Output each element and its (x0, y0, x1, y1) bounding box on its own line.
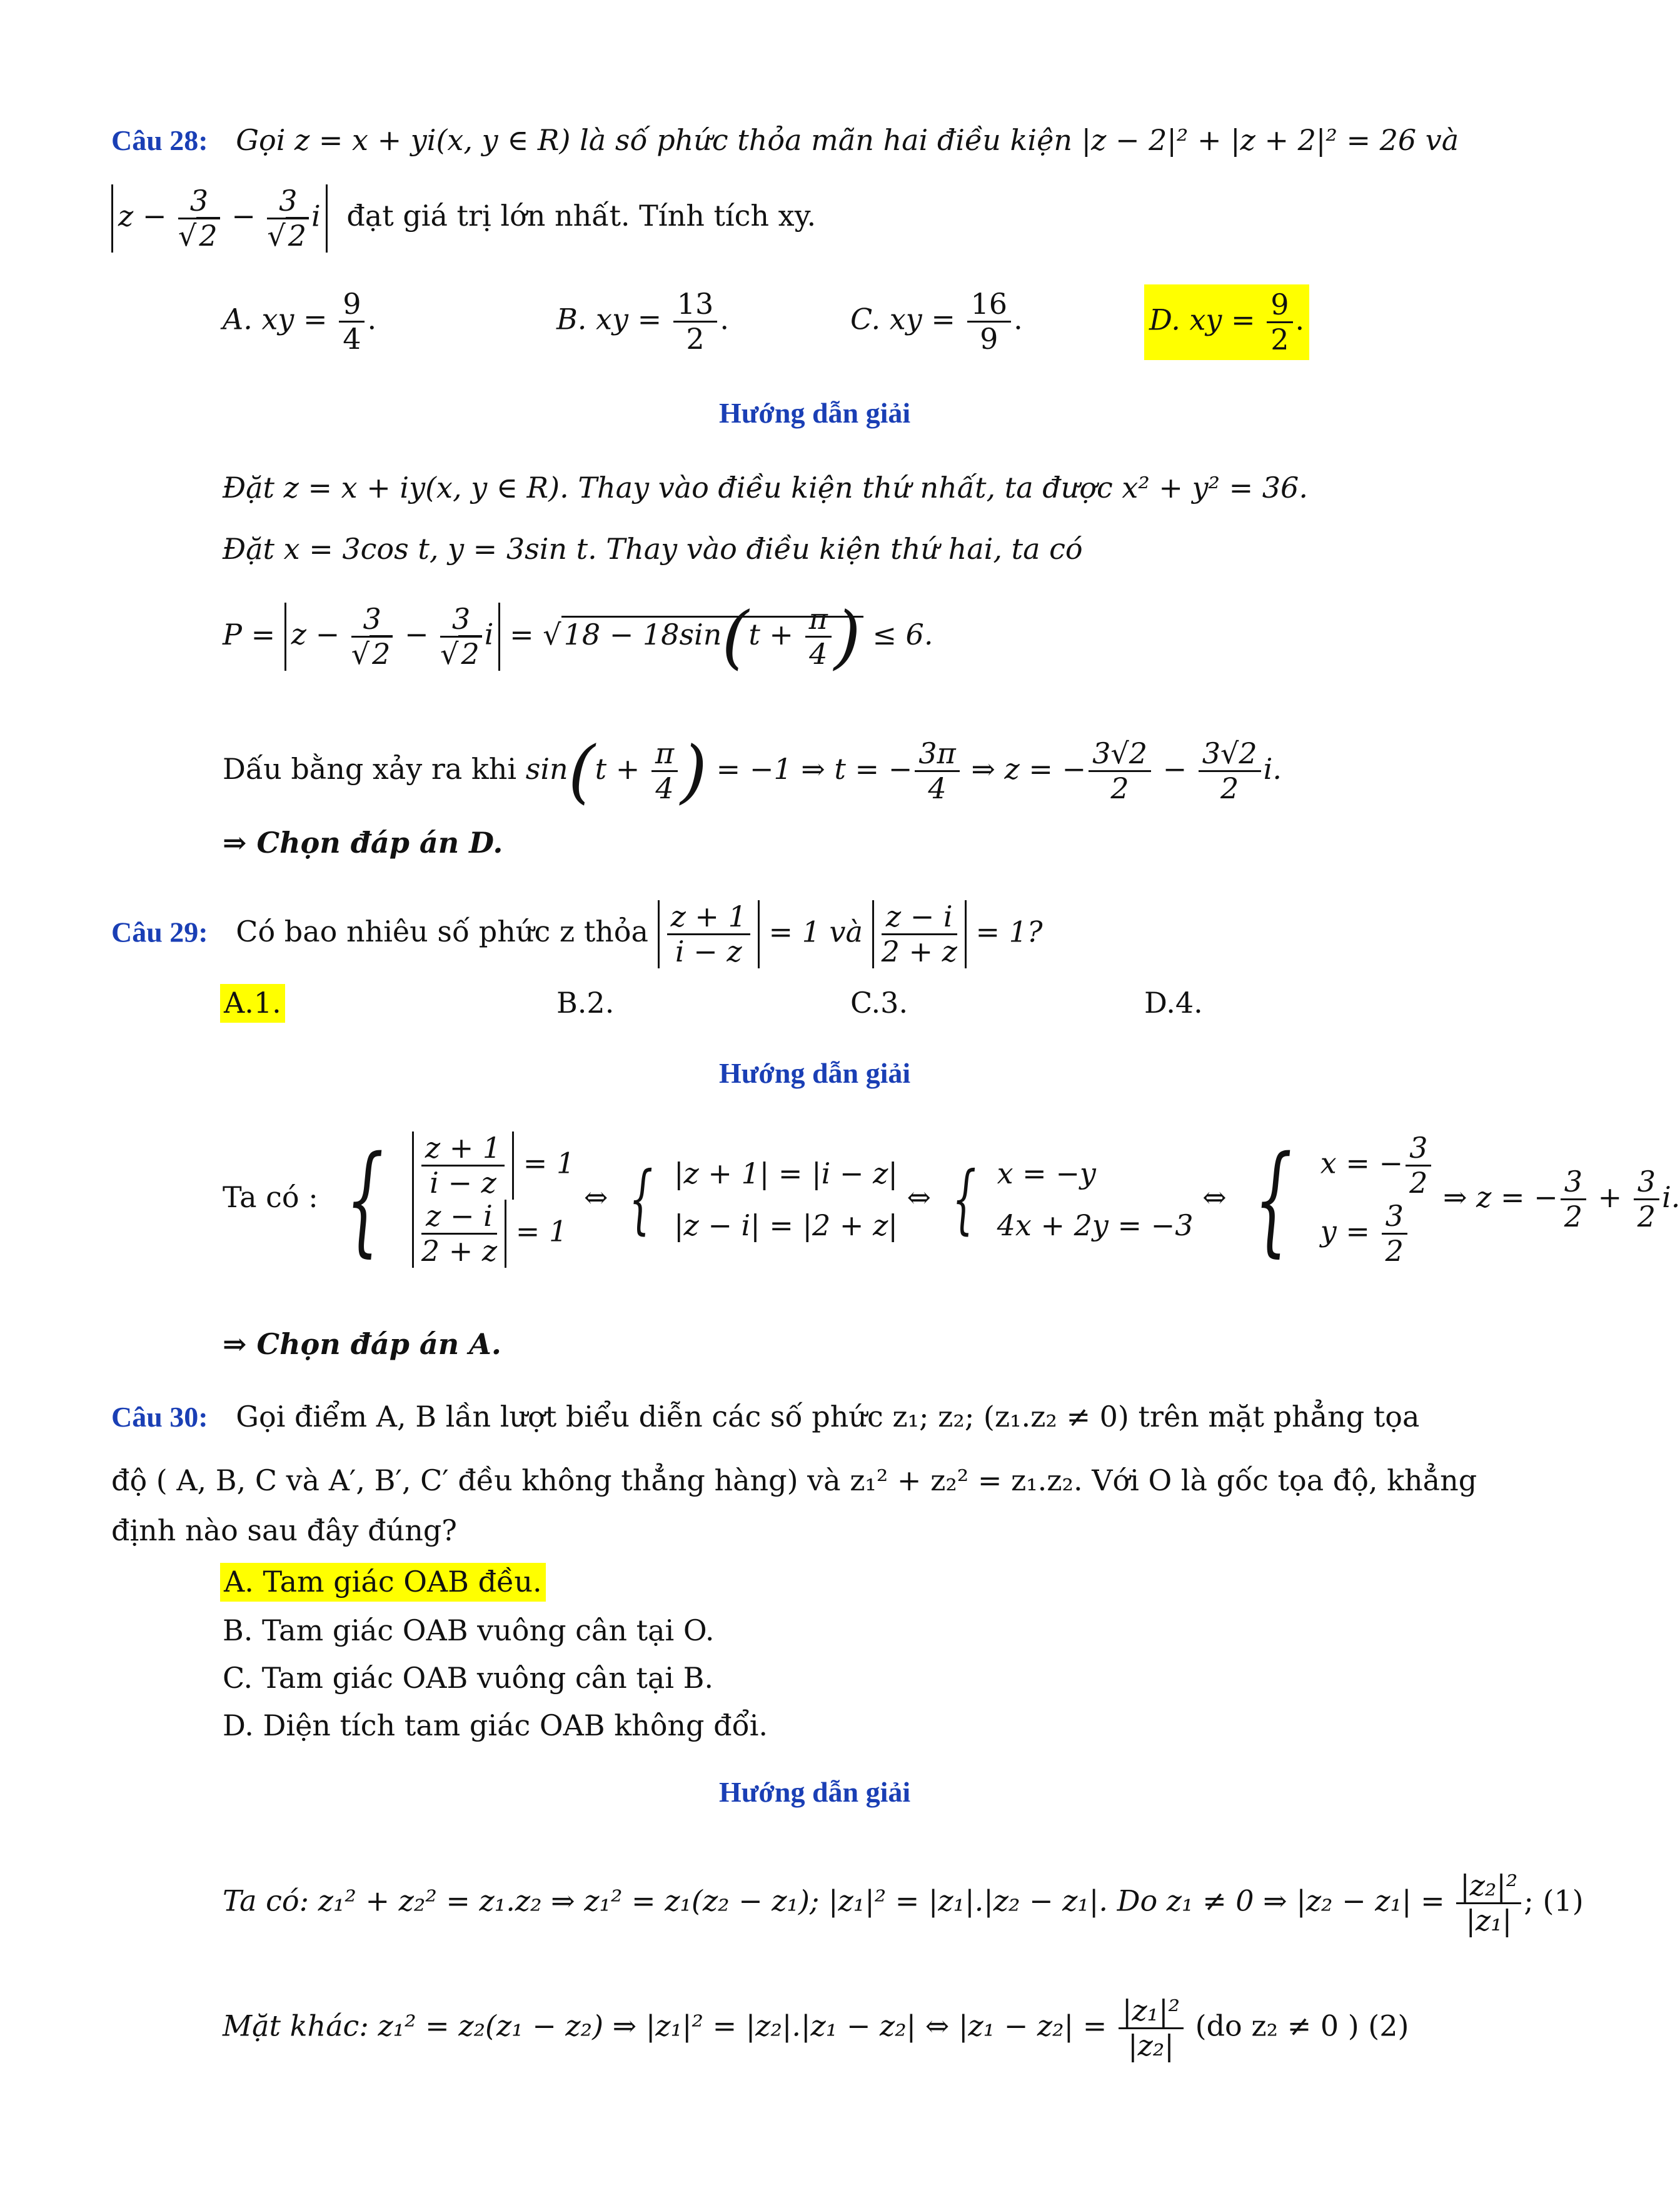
q29-option-d: D.4. (1144, 986, 1203, 1020)
q28-sol-line1: Đặt z = x + iy(x, y ∈ R). Thay vào điều kiện thứ nhất, ta được x² + y² = 36. (223, 471, 1308, 504)
q30-sol-line2: Mặt khác: z₁² = z₂(z₁ − z₂) ⇒ |z₁|² = |z₂|.|z₁ − z₂| ⇔ |z₁ − z₂| = $\frac{\text{|z₁|²}}{\text{|z₂|}}$ (do z₂ ≠ 0 ) (2) (223, 1994, 1409, 2062)
q29-solution-heading: Hướng dẫn giải (719, 1057, 911, 1089)
q28-conclusion: ⇒ Chọn đáp án D. (223, 826, 503, 860)
q28-option-d-correct: D. xy = $\frac{9}{2}$ . (1144, 284, 1309, 360)
q28-option-a: A. xy = $\frac{9}{4}$ . (223, 287, 377, 356)
q28-label: Câu 28: (111, 124, 208, 156)
q28-sol-line4: Dấu bằng xảy ra khi sin(t + $\frac{\pi}{4}$ ) = −1 ⇒ t = − $\frac{3\pi}{4}$ ⇒ z = − $\frac{3√2}{2}$ − $\frac{3√2}{2}$ i. (223, 731, 1282, 811)
q30-label: Câu 30: (111, 1401, 208, 1433)
q28-sol-line2: Đặt x = 3cos t, y = 3sin t. Thay vào điều kiện thứ hai, ta có (223, 532, 1083, 566)
q29-option-a-correct: A.1. (220, 984, 285, 1023)
q30-option-a-correct: A. Tam giác OAB đều. (220, 1563, 546, 1602)
q30-stem-line2: độ ( A, B, C và A′, B′, C′ đều không thẳng hàng) và z₁² + z₂² = z₁.z₂. Với O là gốc tọa độ, khẳng (111, 1463, 1477, 1497)
q28-stem-line1 (111, 123, 1459, 159)
q28-stem-suffix: đạt giá trị lớn nhất. Tính tích xy. (346, 199, 817, 233)
q29-label: Câu 29: (111, 916, 208, 948)
q30-option-d: D. Diện tích tam giác OAB không đổi. (223, 1709, 768, 1742)
q29-sol-system: Ta có : { $\frac{z + 1}{i - z}$ = 1 $\frac{z - i}{2 + z}$ = 1 ⇔ { |z + 1| = |i − z| |z − i| = |2 + z| ⇔ { x = −y 4x + 2y = −3 ⇔ { x = − $\frac{3}{2}$ y = $\frac{3}{2}$ ⇒ z = − $\frac{3}{2}$ + $\frac{3}{2}$ i. (223, 1130, 1680, 1268)
q29-option-b: B.2. (556, 986, 615, 1020)
q30-option-c: C. Tam giác OAB vuông cân tại B. (223, 1661, 714, 1695)
q28-modulus-expr: z − $\frac{3}{√2}$ − $\frac{3}{√2}$ i (111, 184, 328, 253)
q30-solution-heading: Hướng dẫn giải (719, 1776, 911, 1808)
q30-stem-line1: Câu 30: Gọi điểm A, B lần lượt biểu diễn các số phức z₁; z₂; (z₁.z₂ ≠ 0) trên mặt phẳng tọa (111, 1400, 1420, 1433)
q30-sol-line1: Ta có: z₁² + z₂² = z₁.z₂ ⇒ z₁² = z₁(z₂ − z₁); |z₁|² = |z₁|.|z₂ − z₁|. Do z₁ ≠ 0 ⇒ |z₂ − z₁| = $\frac{\text{|z₂|²}}{\text{|z₁|}}$ ; (1) (223, 1869, 1584, 1937)
q30-option-b: B. Tam giác OAB vuông cân tại O. (223, 1613, 715, 1647)
q28-sol-line3: P = z − $\frac{3}{√2}$ − $\frac{3}{√2}$ i = √18 − 18sin(t + $\frac{\pi}{4}$ ) ≤ 6. (223, 596, 933, 676)
q28-stem-line2 (111, 184, 816, 253)
q29-conclusion: ⇒ Chọn đáp án A. (223, 1327, 501, 1361)
q30-stem-line3: định nào sau đây đúng? (111, 1513, 457, 1547)
q29-option-c: C.3. (850, 986, 908, 1020)
q28-option-b: B. xy = $\frac{13}{2}$ . (556, 287, 729, 356)
q28-solution-heading: Hướng dẫn giải (719, 397, 911, 429)
q28-stem-text: Gọi z = x + yi(x, y ∈ R) là số phức thỏa mãn hai điều kiện |z − 2|² + |z + 2|² = 26 và (236, 123, 1459, 157)
q28-option-c: C. xy = $\frac{16}{9}$ . (850, 287, 1023, 356)
q29-stem: Câu 29: Có bao nhiêu số phức z thỏa $\frac{z + 1}{i - z}$ = 1 và $\frac{z - i}{2 + z}$ = 1? (111, 900, 1043, 968)
